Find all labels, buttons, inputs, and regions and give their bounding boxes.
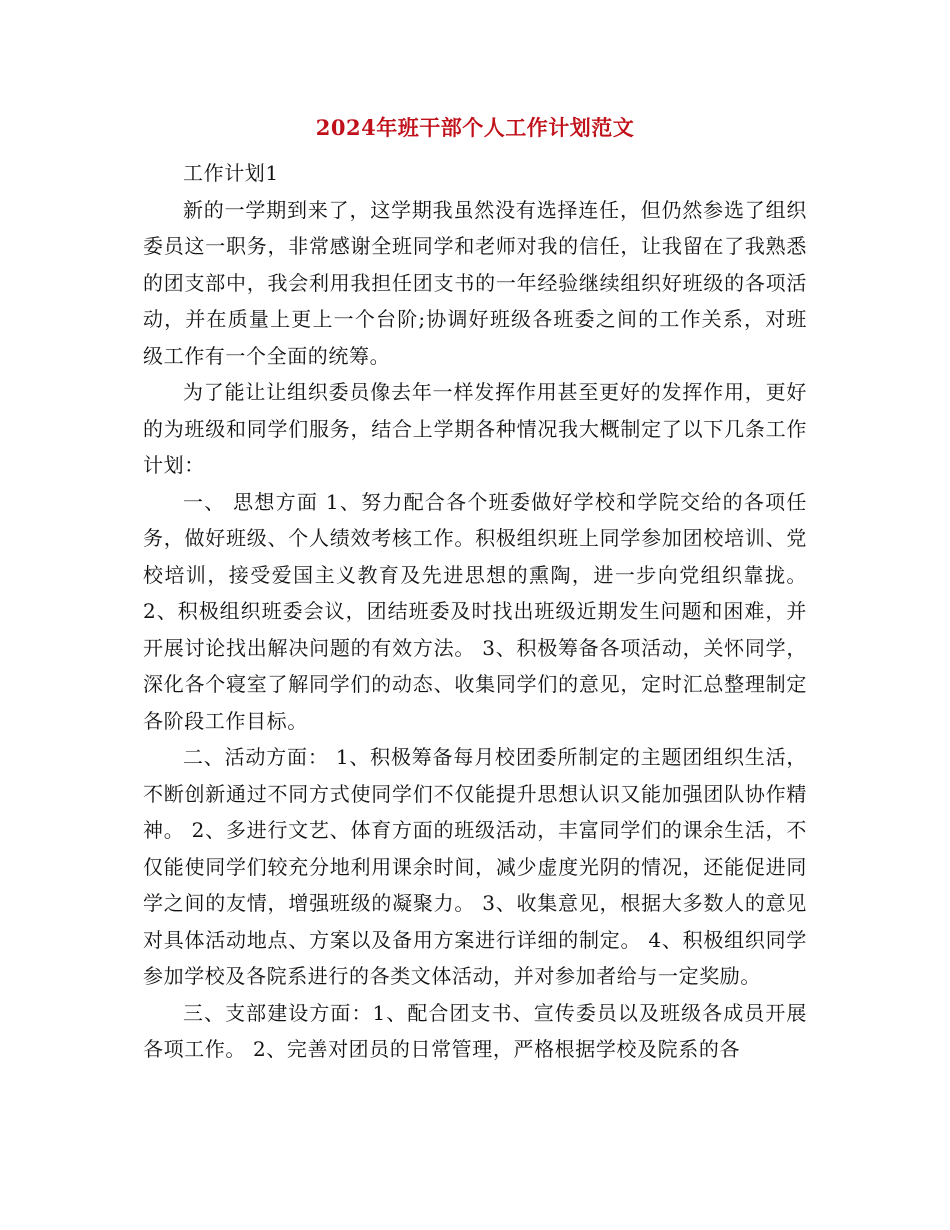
document-body bbox=[143, 155, 807, 1068]
document-title: 2024年班干部个人工作计划范文 bbox=[315, 115, 635, 140]
paragraph: 三、支部建设方面：1、配合团支书、宣传委员以及班级各成员开展各项工作。 2、完善对团员的日常管理，严格根据学校及院系的各 bbox=[143, 1000, 807, 1061]
paragraph: 二、活动方面： 1、积极筹备每月校团委所制定的主题团组织生活，不断创新通过不同方式使同学们不仅能提升思想认识又能加强团队协作精神。 2、多进行文艺、体育方面的班级活动，丰富同学们的课余生活，不仅能使同学们较充分地利用课余时间，减少虚度光阴的情况，还能促进同学之间的友情，增强班级的凝聚力。 3、收集意见，根据大多数人的意见对具体活动地点、方案以及备用方案进行详细的制定。 4、积极组织同学参加学校及各院系进行的各类文体活动，并对参加者给与一定奖励。 bbox=[143, 745, 807, 988]
section-heading: 工作计划1 bbox=[183, 161, 279, 185]
paragraph: 为了能让让组织委员像去年一样发挥作用甚至更好的发挥作用，更好的为班级和同学们服务，结合上学期各种情况我大概制定了以下几条工作计划： bbox=[143, 380, 807, 477]
paragraph: 新的一学期到来了，这学期我虽然没有选择连任，但仍然参选了组织委员这一职务，非常感谢全班同学和老师对我的信任，让我留在了我熟悉的团支部中，我会利用我担任团支书的一年经验继续组织好班级的各项活动，并在质量上更上一个台阶;协调好班级各班委之间的工作关系，对班级工作有一个全面的统筹。 bbox=[143, 197, 807, 368]
paragraph: 一、 思想方面 1、努力配合各个班委做好学校和学院交给的各项任务，做好班级、个人绩效考核工作。积极组织班上同学参加团校培训、党校培训，接受爱国主义教育及先进思想的熏陶，进一步向党组织靠拢。 2、积极组织班委会议，团结班委及时找出班级近期发生问题和困难，并开展讨论找出解决问题的有效方法。 3、积极筹备各项活动，关怀同学，深化各个寝室了解同学们的动态、收集同学们的意见，定时汇总整理制定各阶段工作目标。 bbox=[143, 489, 807, 733]
